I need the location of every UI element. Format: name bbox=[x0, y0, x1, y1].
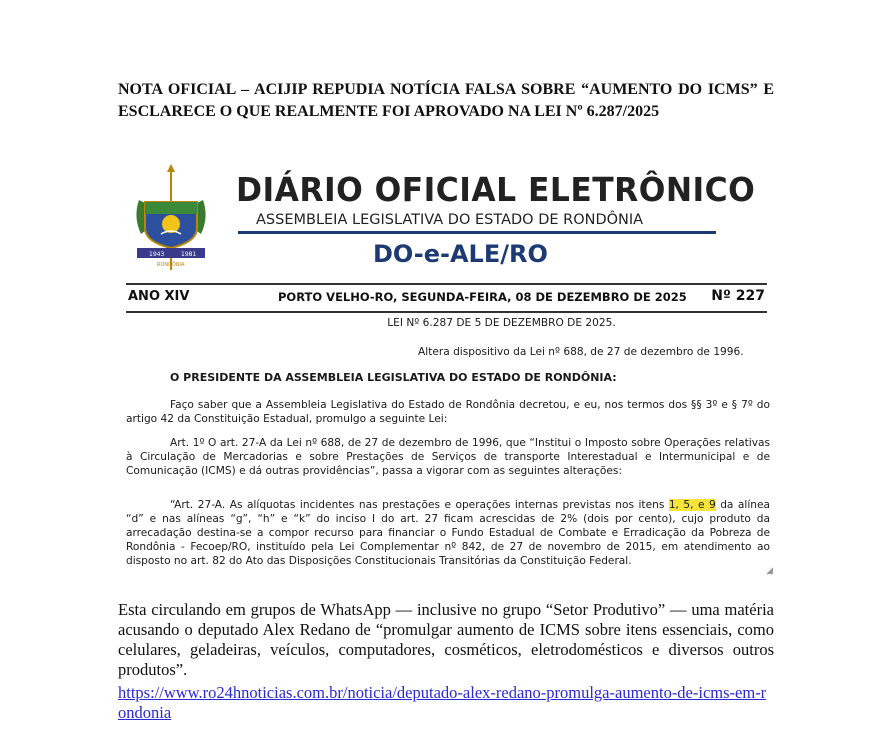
law-paragraph-preamble: Faço saber que a Assembleia Legislativa do Estado de Rondônia decretou, e eu, nos termos dos §§ 3º e § 7º do artigo 42 da Constituição Estadual, promulgo a seguinte Lei: bbox=[126, 399, 770, 425]
svg-text:RONDÔNIA: RONDÔNIA bbox=[157, 262, 185, 268]
gazette-subtitle: ASSEMBLEIA LEGISLATIVA DO ESTADO DE RONDÔNIA bbox=[256, 212, 644, 228]
svg-text:1943: 1943 bbox=[149, 251, 165, 258]
law-president-line: O PRESIDENTE DA ASSEMBLEIA LEGISLATIVA DO ESTADO DE RONDÔNIA: bbox=[170, 371, 617, 384]
resize-corner-icon: ◢ bbox=[766, 566, 773, 576]
masthead-date: PORTO VELHO-RO, SEGUNDA-FEIRA, 08 DE DEZEMBRO DE 2025 bbox=[278, 290, 687, 304]
article-text-before: “Art. 27-A. As alíquotas incidentes nas prestações e operações internas previstas nos itens bbox=[170, 499, 669, 511]
law-paragraph-article-1: Art. 1º O art. 27-A da Lei nº 688, de 27 de dezembro de 1996, que “Institui o Imposto sobre Operações relativas à Circulação de Mercadorias e sobre Prestações de Serviços de transporte Interestadual e Intermunicipal e de Comunicação (ICMS) e dá outras providências”, passa a vigorar com as seguintes alterações: bbox=[126, 437, 770, 477]
masthead-year: ANO XIV bbox=[128, 289, 190, 304]
gazette-title: DIÁRIO OFICIAL ELETRÔNICO bbox=[236, 170, 756, 209]
law-paragraph-article-27a bbox=[126, 498, 770, 568]
highlighted-items: 1, 5, e 9 bbox=[668, 499, 716, 511]
svg-text:1981: 1981 bbox=[181, 251, 197, 258]
masthead-number: Nº 227 bbox=[711, 288, 765, 304]
state-seal-icon bbox=[131, 162, 211, 272]
gazette-clipping bbox=[118, 150, 775, 578]
law-title: LEI Nº 6.287 DE 5 DE DEZEMBRO DE 2025. bbox=[387, 317, 616, 329]
source-link[interactable]: https://www.ro24hnoticias.com.br/noticia/deputado-alex-redano-promulga-aumento-de-icms-em-rondonia bbox=[118, 683, 767, 722]
headline: NOTA OFICIAL – ACIJIP REPUDIA NOTÍCIA FALSA SOBRE “AUMENTO DO ICMS” E ESCLARECE O QUE REALMENTE FOI APROVADO NA LEI Nº 6.287/2025 bbox=[118, 81, 774, 120]
gazette-code: DO-e-ALE/RO bbox=[373, 240, 548, 268]
body-paragraph: Esta circulando em grupos de WhatsApp — inclusive no grupo “Setor Produtivo” — uma matéria acusando o deputado Alex Redano de “promulgar aumento de ICMS sobre itens essenciais, como celulares, geladeiras, veículos, computadores, cosméticos, eletrodomésticos e diversos outros produtos”. bbox=[118, 600, 774, 679]
title-divider bbox=[238, 231, 716, 234]
article-text-after: da alínea “d” e nas alíneas “g”, “h” e “k” do inciso I do art. 27 ficam acrescidas de 2% (dois por cento), cujo produto da arrecadação destina-se a compor recurso para financiar o Fundo Estadual de Combate e Erradicação da Pobreza de Rondônia - Fecoep/RO, instituído pela Lei Complementar nº 842, de 27 de novembro de 2015, em atendimento ao disposto no art. 82 do Ato das Disposições Constitucionais Transitórias da Constituição Federal. bbox=[126, 499, 770, 567]
gazette-masthead bbox=[126, 283, 767, 313]
law-ementa: Altera dispositivo da Lei nº 688, de 27 de dezembro de 1996. bbox=[418, 346, 744, 358]
